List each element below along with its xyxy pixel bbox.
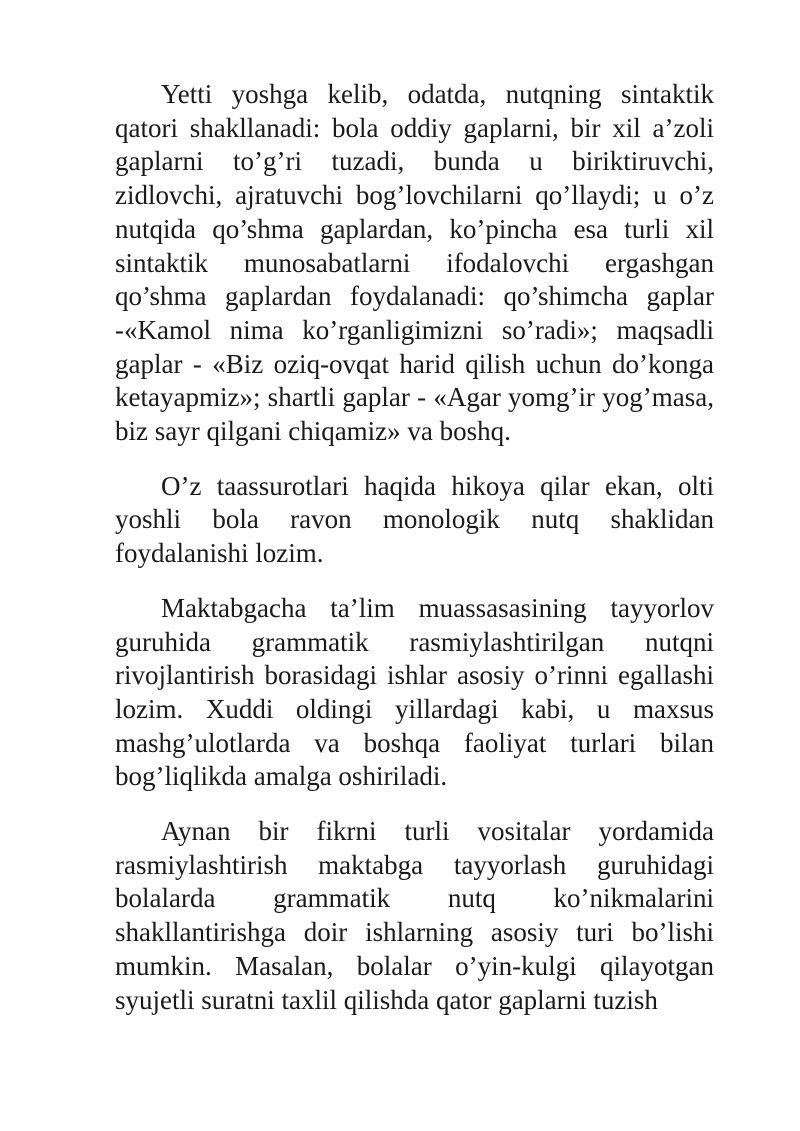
paragraph-2: O’z taassurotlari haqida hikoya qilar ekan, olti yoshli bola ravon monologik nutq shaklidan foydalanishi lozim. — [115, 470, 714, 569]
document-page — [115, 78, 714, 1038]
paragraph-3: Maktabgacha ta’lim muassasasining tayyorlov guruhida grammatik rasmiylashtirilgan nutqni rivojlantirish borasidagi ishlar asosiy o’rinni egallashi lozim. Xuddi oldingi yillardagi kabi, u maxsus mashg’ulotlarda va boshqa faoliyat turlari bilan bog’liqlikda amalga oshiriladi. — [115, 592, 714, 792]
paragraph-4: Aynan bir fikrni turli vositalar yordamida rasmiylashtirish maktabga tayyorlash guruhidagi bolalarda grammatik nutq ko’nikmalarini shakllantirishga doir ishlarning asosiy turi bo’lishi mumkin. Masalan, bolalar o’yin-kulgi qilayotgan syujetli suratni taxlil qilishda qator gaplarni tuzish — [115, 816, 714, 1015]
paragraph-1: Yetti yoshga kelib, odatda, nutqning sintaktik qatori shakllanadi: bola oddiy gaplarni, bir xil a’zoli gaplarni to’g’ri tuzadi, bunda u biriktiruvchi, zidlovchi, ajratuvchi bog’lovchilarni qo’llaydi; u o’z nutqida qo’shma gaplardan, ko’pincha esa turli xil sintaktik munosabatlarni ifodalovchi ergashgan qo’shma gaplardan foydalanadi: qo’shimcha gaplar -«Kamol nima ko’rganligimizni so’radi»; maqsadli gaplar - «Biz oziq-ovqat harid qilish uchun do’konga ketayapmiz»; shartli gaplar - «Agar yomg’ir yog’masa, biz sayr qilgani chiqamiz» va boshq. — [115, 79, 714, 447]
